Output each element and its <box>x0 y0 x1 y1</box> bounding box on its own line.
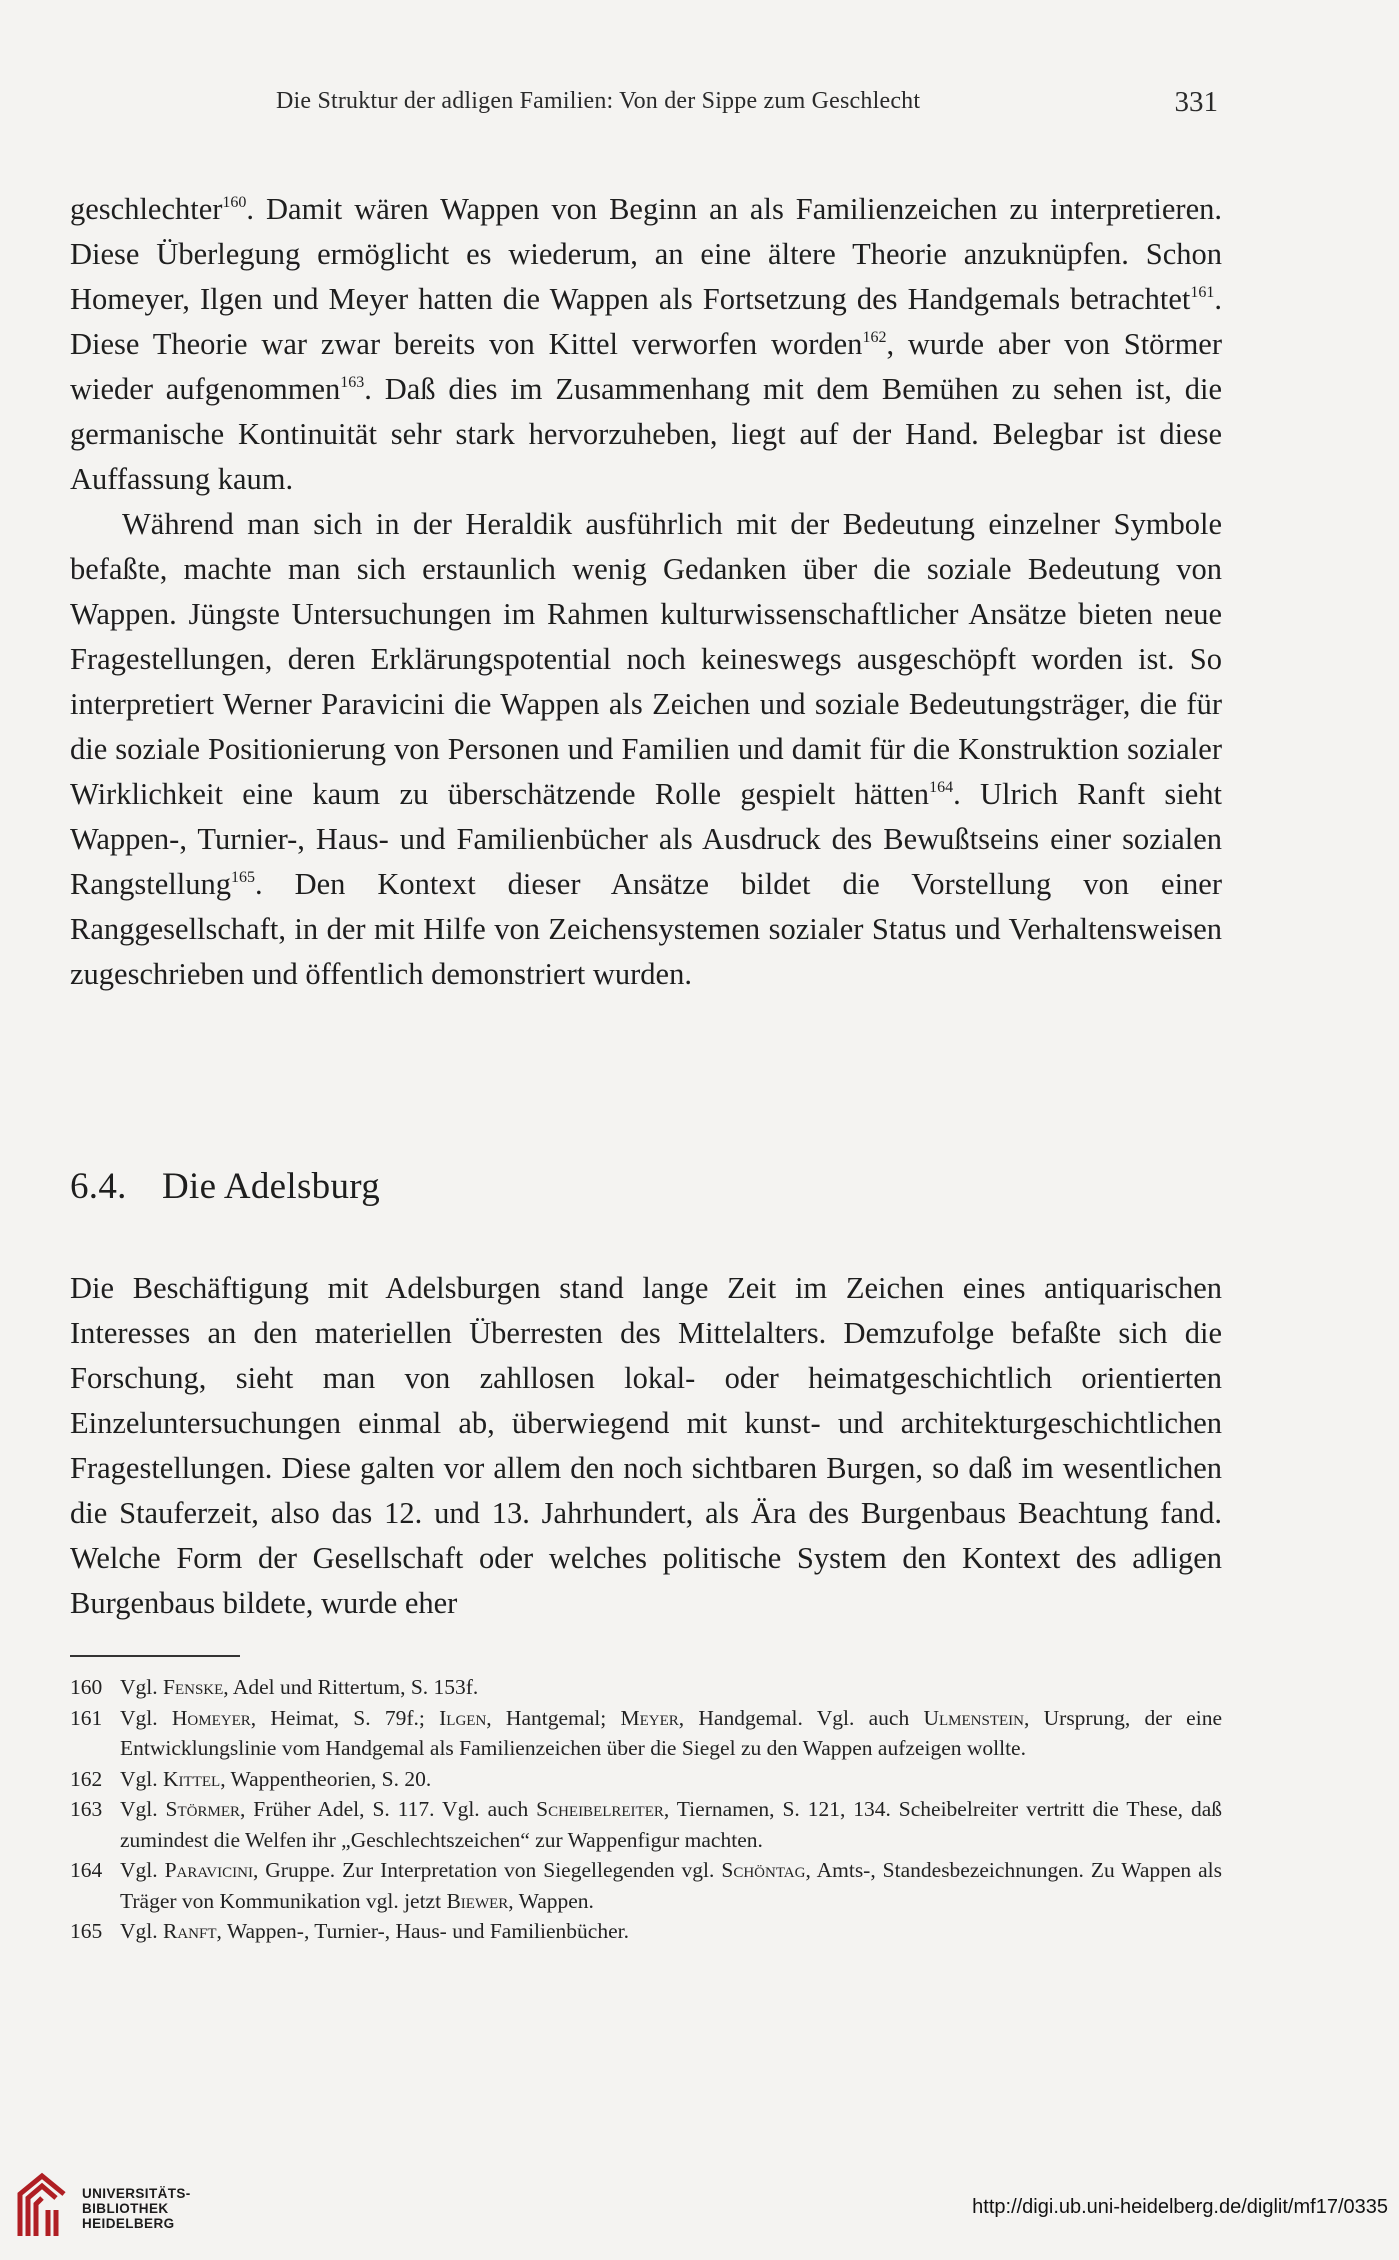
text-run: Vgl. <box>120 1705 172 1730</box>
text-run: . Daß dies im Zusammenhang mit dem Bemühen zu sehen ist, die germanische Kontinuität sehr stark hervorzuheben, liegt auf der Hand. Belegbar ist diese Auffassung kaum. <box>70 372 1222 496</box>
cited-author: Scheibelreiter <box>536 1797 664 1821</box>
footnote <box>70 1794 1222 1855</box>
footnote <box>70 1855 1222 1916</box>
footnote-number: 161 <box>70 1705 103 1730</box>
footnote <box>70 1672 1222 1703</box>
text-run: , Gruppe. Zur Interpretation von Siegellegenden vgl. <box>252 1858 722 1882</box>
text-run: , Adel und Rittertum, S. 153f. <box>223 1675 479 1699</box>
text-run: Vgl. <box>120 1797 166 1821</box>
footnote-reference[interactable]: 160 <box>222 194 247 211</box>
footnote-reference[interactable]: 163 <box>340 374 365 391</box>
footnote-text <box>120 1797 1222 1852</box>
text-run: , Wappentheorien, S. 20. <box>220 1766 432 1791</box>
text-run: Vgl. <box>120 1858 165 1882</box>
footnote-text <box>120 1858 1222 1913</box>
text-run: Die Beschäftigung mit Adelsburgen stand lange Zeit im Zeichen eines antiquarischen Interesses an den materiellen Überresten des Mittelalters. Demzufolge befaßte sich die Forschung, sieht man von zahllosen lokal- oder heimatgeschichtlich orientierten Einzeluntersuchungen einmal ab, überwiegend mit kunst- und architekturgeschichtlichen Fragestellungen. Diese galten vor allem den noch sichtbaren Burgen, so daß im wesentlichen die Stauferzeit, also das 12. und 13. Jahrhundert, als Ära des Burgenbaus Beachtung fand. Welche Form der Gesellschaft oder welches politische System den Kontext des adligen Burgenbaus bildete, wurde eher <box>70 1271 1222 1620</box>
text-run: . Den Kontext dieser Ansätze bildet die Vorstellung von einer Ranggesellschaft, in der mit Hilfe von Zeichensystemen sozialer Status und Verhaltensweisen zugeschrieben und öffentlich demonstriert wurden. <box>70 867 1222 991</box>
library-logo-icon <box>12 2170 72 2240</box>
text-run: , Früher Adel, S. 117. Vgl. auch <box>240 1797 537 1821</box>
text-run: , Ursprung, der eine Entwicklungslinie vom Handgemal als Familienzeichen über die Siegel zu den Wappen aufzeigen wollte. <box>120 1705 1222 1760</box>
library-name-line: UNIVERSITÄTS- <box>82 2186 191 2201</box>
cited-author: Fenske <box>163 1675 224 1699</box>
text-run: . Ulrich Ranft sieht Wappen-, Turnier-, Haus- und Familienbücher als Ausdruck des Bewußtseins einer sozialen Rangstellung <box>70 777 1222 901</box>
cited-author: Paravicini <box>164 1858 253 1882</box>
footnote <box>70 1764 1222 1795</box>
footnote <box>70 1916 1222 1947</box>
text-run: Vgl. <box>120 1919 163 1943</box>
cited-author: Ilgen <box>439 1705 487 1730</box>
text-run: , Handgemal. Vgl. auch <box>678 1705 924 1730</box>
paragraph <box>70 1266 1222 1626</box>
text-run: , Wappen. <box>508 1888 594 1913</box>
section-number: 6.4. <box>70 1166 127 1207</box>
footnotes <box>70 1672 1222 1947</box>
text-run: , Tiernamen, S. 121, 134. Scheibelreiter vertritt die These, daß zumindest die Welfen ihr „Geschlechtszeichen“ zur Wappenfigur machten. <box>120 1797 1222 1852</box>
text-run: Vgl. <box>120 1766 163 1791</box>
cited-author: Biewer <box>446 1888 509 1913</box>
body-text-lower <box>70 1266 1222 1626</box>
footnote-reference[interactable]: 165 <box>230 869 255 886</box>
text-run: . Diese Theorie war zwar bereits von Kittel verworfen worden <box>70 282 1222 361</box>
library-name-line: HEIDELBERG <box>82 2216 175 2231</box>
footnote-reference[interactable]: 162 <box>862 329 887 346</box>
cited-author: Ranft <box>163 1919 217 1943</box>
text-run: geschlechter <box>70 192 223 226</box>
library-logo[interactable] <box>12 2170 252 2240</box>
section-title: Die Adelsburg <box>162 1166 381 1207</box>
text-run: . Damit wären Wappen von Beginn an als Familienzeichen zu interpretieren. Diese Überlegung ermöglicht es wiederum, an eine ältere Theorie anzuknüpfen. Schon Homeyer, Ilgen und Meyer hatten die Wappen als Fortsetzung des Handgemals betrachtet <box>70 192 1222 316</box>
text-run: , Amts-, Standesbezeichnungen. Zu Wappen als Träger von Kommunikation vgl. jetzt <box>120 1858 1223 1913</box>
footnote <box>70 1703 1222 1764</box>
footnote-text <box>120 1919 629 1943</box>
paragraph <box>70 187 1222 502</box>
footnote-reference[interactable]: 164 <box>929 779 954 796</box>
footnote-number: 160 <box>70 1675 103 1699</box>
footnote-number: 163 <box>70 1797 103 1821</box>
text-run: Während man sich in der Heraldik ausführlich mit der Bedeutung einzelner Symbole befaßte, machte man sich erstaunlich wenig Gedanken über die soziale Bedeutung von Wappen. Jüngste Untersuchungen im Rahmen kulturwissenschaftlicher Ansätze bieten neue Fragestellungen, deren Erklärungspotential noch keineswegs ausgeschöpft worden ist. So interpretiert Werner Paravicini die Wappen als Zeichen und soziale Bedeutungsträger, die für die soziale Positionierung von Personen und Familien und damit für die Konstruktion sozialer Wirklichkeit eine kaum zu überschätzende Rolle gespielt hätten <box>70 507 1222 811</box>
library-name <box>82 2186 191 2231</box>
cited-author: Homeyer <box>171 1705 251 1730</box>
paragraph <box>70 502 1222 997</box>
text-run: , Wappen-, Turnier-, Haus- und Familienbücher. <box>216 1919 629 1943</box>
footnote-number: 162 <box>70 1766 103 1791</box>
text-run: , wurde aber von Störmer wieder aufgenommen <box>70 327 1222 406</box>
text-run: Vgl. <box>120 1675 163 1699</box>
body-text-upper <box>70 187 1222 997</box>
cited-author: Schöntag <box>721 1858 806 1882</box>
section-heading <box>70 1165 770 1208</box>
library-name-line: BIBLIOTHEK <box>82 2201 169 2216</box>
page-number: 331 <box>1174 86 1218 118</box>
footnote-number: 164 <box>70 1858 103 1882</box>
cited-author: Kittel <box>163 1766 221 1791</box>
footnote-reference[interactable]: 161 <box>1190 284 1215 301</box>
cited-author: Störmer <box>165 1797 241 1821</box>
footnote-number: 165 <box>70 1919 103 1943</box>
text-run: , Hantgemal; <box>486 1705 621 1730</box>
cited-author: Meyer <box>620 1705 679 1730</box>
source-url-link[interactable]: http://digi.ub.uni-heidelberg.de/diglit/mf17/0335 <box>972 2196 1388 2218</box>
footnote-text <box>120 1706 1222 1761</box>
text-run: , Heimat, S. 79f.; <box>250 1705 440 1730</box>
footnote-text <box>120 1767 431 1791</box>
running-head: Die Struktur der adligen Familien: Von der Sippe zum Geschlecht <box>276 88 921 114</box>
footnote-separator <box>70 1655 240 1657</box>
cited-author: Ulmenstein <box>923 1705 1024 1730</box>
footnote-text <box>120 1675 478 1699</box>
